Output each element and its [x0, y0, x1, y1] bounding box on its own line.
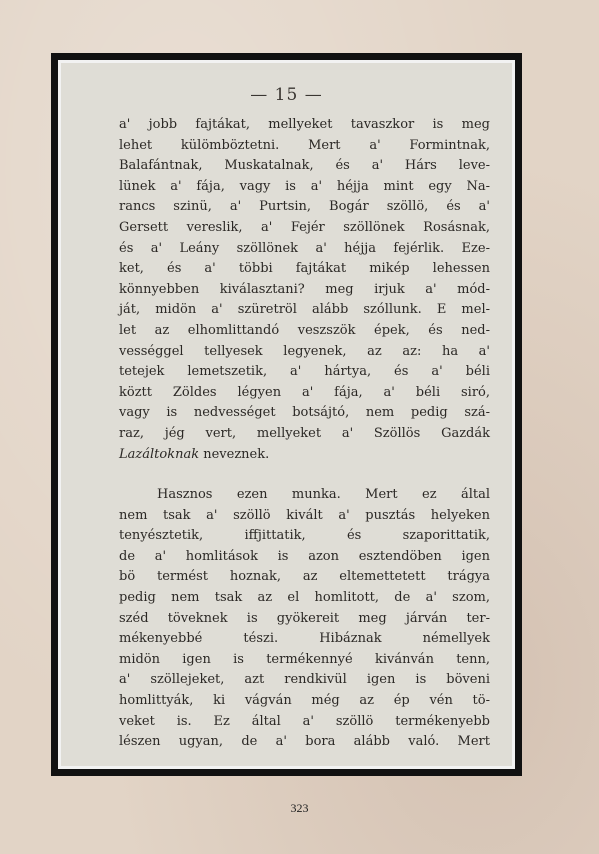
text-line: könnyebben kiválasztani? meg irjuk a' mód-	[119, 281, 490, 297]
text-line: széd töveknek is gyökereit meg járván ter-	[119, 610, 490, 626]
text-line: de a' homlitások is azon esztendöben igen	[119, 548, 490, 564]
paragraph-2	[119, 485, 490, 753]
page-number: 323	[290, 801, 309, 815]
text-line: Hasznos ezen munka. Mert ez által	[157, 487, 490, 503]
text-line: tetejek lemetszetik, a' hártya, és a' béli	[119, 364, 490, 380]
text-line: midön igen is termékennyé kivánván tenn,	[119, 651, 490, 667]
text-line: és a' Leány szöllönek a' héjja fejérlik. Eze-	[119, 240, 490, 256]
text-line: let az elhomlittandó veszszök épek, és ned-	[119, 322, 490, 338]
text-block	[119, 115, 490, 753]
text-line: lehet külömböztetni. Mert a' Formintnak,	[119, 137, 490, 153]
text-line: pedig nem tsak az el homlitott, de a' szom,	[119, 590, 490, 606]
text-line: ket, és a' többi fajtákat mikép lehessen	[119, 261, 490, 277]
text-line-last	[119, 445, 490, 466]
page-header: — 15 —	[250, 85, 323, 105]
text-line: lészen ugyan, de a' bora alább való. Mert	[119, 734, 490, 750]
scanned-page	[61, 63, 512, 766]
text-line: nem tsak a' szöllö kivált a' pusztás helyeken	[119, 507, 490, 523]
text-line: homlittyák, ki vágván még az ép vén tö-	[119, 693, 490, 709]
text-line: lünek a' fája, vagy is a' héjja mint egy Na-	[119, 178, 490, 194]
scan-frame-inner	[58, 60, 515, 769]
text-line: vagy is nedvességet botsájtó, nem pedig szá-	[119, 405, 490, 421]
scan-frame	[51, 53, 522, 776]
text-line: ját, midön a' szüretröl alább szóllunk. E mel-	[119, 302, 490, 318]
text-line: rancs szinü, a' Purtsin, Bogár szöllö, és a'	[119, 199, 490, 215]
text-line: Gersett vereslik, a' Fejér szöllönek Rosásnak,	[119, 219, 490, 235]
text-line: a' jobb fajtákat, mellyeket tavaszkor is meg	[119, 117, 490, 132]
text-line: a' szöllejeket, azt rendkivül igen is böveni	[119, 672, 490, 688]
text-line: mékenyebbé tészi. Hibáznak némellyek	[119, 631, 490, 647]
text-line: Balafántnak, Muskatalnak, és a' Hárs leve-	[119, 158, 490, 174]
line-rest: neveznek.	[199, 446, 270, 462]
text-line: veket is. Ez által a' szöllö termékenyebb	[119, 713, 490, 729]
text-line: köztt Zöldes légyen a' fája, a' béli siró,	[119, 384, 490, 400]
paragraph-gap	[119, 465, 490, 485]
italic-term: Lazáltoknak	[119, 446, 200, 462]
text-line: tenyésztetik, iffjittatik, és szaporittatik,	[119, 528, 490, 544]
text-line: raz, jég vert, mellyeket a' Szöllös Gazdák	[119, 425, 490, 441]
text-line: vességgel tellyesek legyenek, az az: ha a'	[119, 343, 490, 359]
paragraph-1	[119, 115, 490, 465]
text-line: bö termést hoznak, az eltemettetett trágya	[119, 569, 490, 585]
